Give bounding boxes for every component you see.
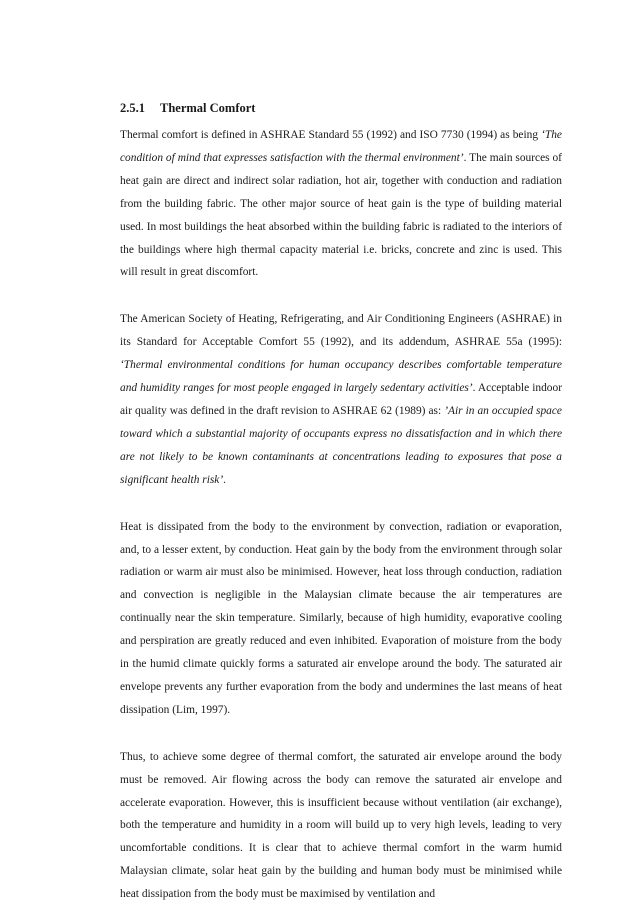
paragraph-definition [120,124,562,284]
paragraph-text: . Acceptable indoor air quality was defined in the draft revision to ASHRAE 62 (1989) as: [120,382,562,417]
paragraph-air-envelope [120,746,562,906]
section-heading [120,100,562,117]
paragraph-text: . [223,473,226,486]
section-number: 2.5.1 [120,101,145,115]
section-title: Thermal Comfort [160,101,256,115]
paragraph-ashrae [120,308,562,491]
paragraph-heat-dissipation [120,516,562,722]
quote-text: ‘The condition of mind that expresses satisfaction with the thermal environment’ [120,129,562,164]
quote-text: ‘Thermal environmental conditions for human occupancy describes comfortable temperature and humidity ranges for most people engaged in largely sedentary activities’ [120,359,562,395]
paragraph-text: Thermal comfort is defined in ASHRAE Standard 55 (1992) and ISO 7730 (1994) as being [120,129,542,141]
paragraph-text: Heat is dissipated from the body to the environment by convection, radiation or evaporation, and, to a lesser extent, by conduction. Heat gain by the body from the environment through solar radiation or warm air must also be minimised. However, heat loss through conduction, radiation and convection is negligible in the Malaysian climate because the air temperatures are continually near the skin temperature. Similarly, because of high humidity, evaporative cooling and perspiration are greatly reduced and even inhibited. Evaporation of moisture from the body in the humid climate quickly forms a saturated air envelope around the body. The saturated air envelope prevents any further evaporation from the body and undermines the last means of heat dissipation (Lim, 1997). [120,520,562,716]
paragraph-text: . The main sources of heat gain are direct and indirect solar radiation, hot air, together with conduction and radiation from the building fabric. The other major source of heat gain is the type of building material used. In most buildings the heat absorbed within the building fabric is radiated to the interiors of the buildings where high thermal capacity material i.e. bricks, concrete and zinc is used. This will result in great discomfort. [120,151,562,279]
quote-text: ’Air in an occupied space toward which a substantial majority of occupants express no dissatisfaction and in which there are not likely to be known contaminants at concentrations leading to exposures that pose a significant health risk’ [120,404,562,486]
paragraph-text: The American Society of Heating, Refrigerating, and Air Conditioning Engineers (ASHRAE) in its Standard for Acceptable Comfort 55 (1992), and its addendum, ASHRAE 55a (1995): [120,313,562,349]
paragraph-text: Thus, to achieve some degree of thermal comfort, the saturated air envelope around the body must be removed. Air flowing across the body can remove the saturated air envelope and accelerate evaporation. However, this is insufficient because without ventilation (air exchange), both the temperature and humidity in a room will build up to very high levels, leading to very uncomfortable conditions. It is clear that to achieve thermal comfort in the warm humid Malaysian climate, solar heat gain by the building and human body must be minimised while heat dissipation from the body must be maximised by ventilation and [120,750,562,901]
page-content [120,100,562,906]
